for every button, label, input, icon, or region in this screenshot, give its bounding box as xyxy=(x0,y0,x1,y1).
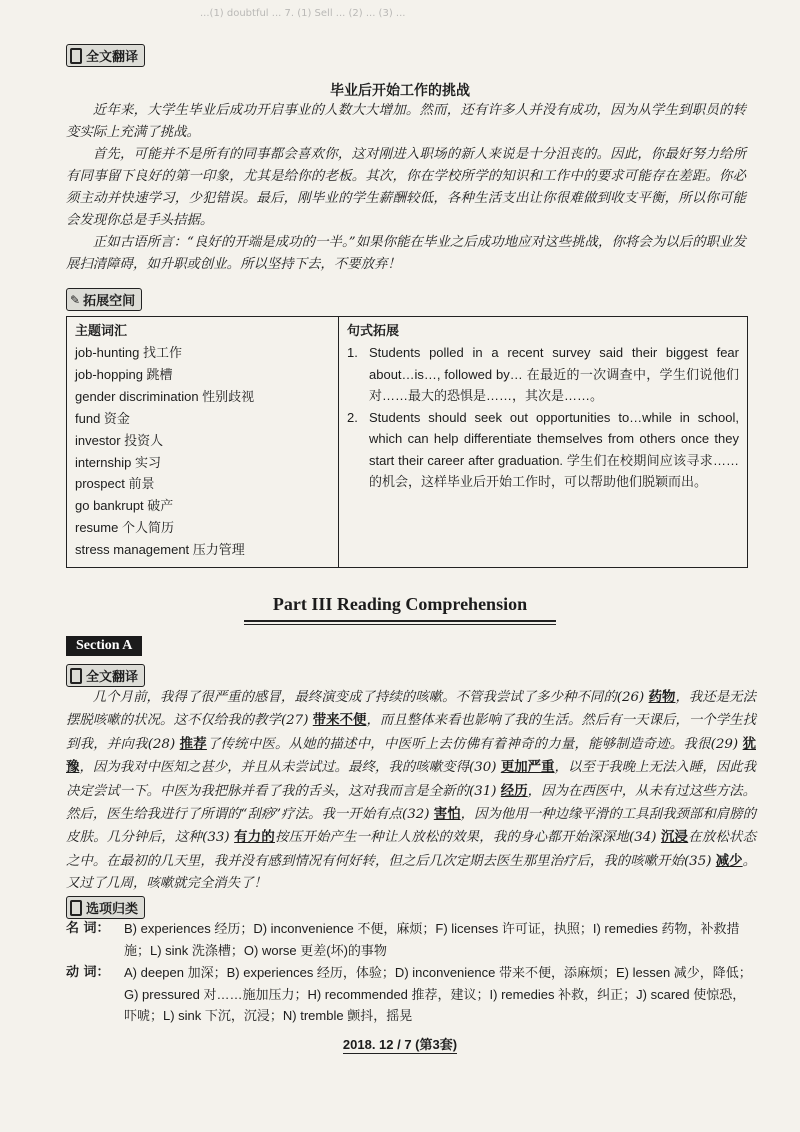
page-footer xyxy=(0,1034,800,1053)
part-rule xyxy=(244,620,556,622)
category-nouns xyxy=(66,918,756,961)
vocab-item: prospect 前景 xyxy=(75,476,155,492)
story-text: 了传统中医。从她的描述中，中医听上去仿佛有着神奇的力量，能够制造奇迹。我很(29) xyxy=(206,736,743,752)
paragraph-1: 近年来，大学生毕业后成功开启事业的人数大大增加。然而，还有许多人并没有成功，因为从学生到职员的转变实际上充满了挑战。 xyxy=(66,103,746,140)
sentence-list xyxy=(347,342,739,493)
category-text: A) deepen 加深；B) experiences 经历，体验；D) inconvenience 带来不便，添麻烦；E) lessen 减少，降低；G) pressured 对……施加压力；H) recommended 推荐，建议；I) remedies 补救，纠正；J) scared 使惊恐，吓唬；L) sink 下沉，沉浸；N) tremble 颤抖，摇晃 xyxy=(124,965,752,1023)
vocab-item: stress management 压力管理 xyxy=(75,542,245,558)
vocab-item: go bankrupt 破产 xyxy=(75,498,174,514)
sentence-column xyxy=(339,317,747,567)
story-text: 几个月前，我得了很严重的感冒，最终演变成了持续的咳嗽。不管我尝试了多少种不同的(26) xyxy=(92,690,649,705)
sentence-item xyxy=(347,407,739,493)
paragraph-3: 正如古语所言：“良好的开端是成功的一半。”如果你能在毕业之后成功地应对这些挑战，你将会为以后的职业发展扫清障碍，如升职或创业。所以坚持下去，不要放弃！ xyxy=(66,235,746,272)
tag-full-translation-2 xyxy=(66,664,145,687)
tag-options xyxy=(66,896,145,919)
story-text: ，因为在西医中，从未有过这些方法。然后，医生给我进行了所谓的“刮痧”疗法。我一开始有点(32) xyxy=(66,783,757,823)
category-text: B) experiences 经历；D) inconvenience 不便，麻烦；F) licenses 许可证，执照；I) remedies 药物，补救措施；L) sink 洗涤槽；O) worse 更差(坏)的事物 xyxy=(124,921,740,958)
vocab-item: resume 个人简历 xyxy=(75,520,174,536)
story-text: 。又过了几周，咳嗽就完全消失了！ xyxy=(66,853,756,892)
answer-word: 带来不便 xyxy=(312,712,367,729)
tag-full-translation xyxy=(66,44,145,67)
part-rule-thin xyxy=(244,624,556,625)
story-text: ，我还是无法摆脱咳嗽的状况。这不仅给我的教学(27) xyxy=(66,690,757,729)
vocab-item: internship 实习 xyxy=(75,454,161,470)
vocab-item: job-hunting 找工作 xyxy=(75,345,182,360)
vocab-list xyxy=(75,342,330,561)
story-text: ，以至于我晚上无法入睡，因此我决定尝试一下。中医为我把脉并看了我的舌头，这对我而言是全新的(31) xyxy=(66,760,757,799)
sentence-number: 1. xyxy=(347,345,358,360)
vocab-item: investor 投资人 xyxy=(75,432,164,448)
sentence-number: 2. xyxy=(347,409,358,425)
story-text: 在放松状态之中。在最初的几天里，我并没有感到情况有何好转，但之后几次定期去医生那里治疗后，我的咳嗽开始(35) xyxy=(66,830,757,869)
category-label: 名 词： xyxy=(66,921,110,936)
passage-title: 毕业后开始工作的挑战 xyxy=(330,83,470,99)
tag-label: 拓展空间 xyxy=(83,294,136,309)
bookmark-icon xyxy=(70,668,82,684)
story-text: 按压开始产生一种让人放松的效果，我的身心都开始深深地(34) xyxy=(274,830,661,846)
bookmark-icon xyxy=(70,48,82,64)
story-text: ，因为他用一种边缘平滑的工具刮我颈部和肩膀的皮肤。几分钟后，这种(33) xyxy=(66,807,757,846)
bookmark-icon xyxy=(70,900,82,916)
sentence-text: Students should seek out opportunities to…while in school, which can help differentiate themselves from others once they start their career after graduation. 学生们在校期间应该寻求……的机会，这样毕业后开始工作时，可以帮助他们脱颖而出。 xyxy=(369,409,739,489)
answer-word: 减少 xyxy=(715,852,743,869)
expansion-box xyxy=(66,316,748,568)
tag-label: 全文翻译 xyxy=(86,670,139,685)
answer-word: 药物 xyxy=(648,689,676,705)
category-verbs xyxy=(66,962,756,1027)
section-label: Section A xyxy=(66,636,142,656)
sentence-text: Students polled in a recent survey said their biggest fear about…is…, followed by… 在最近的一次调查中，学生们说他们对……最大的恐惧是……，其次是……。 xyxy=(369,345,739,403)
footer-date: 2018. 12 / 7 (第3套) xyxy=(342,1037,458,1052)
story-translation xyxy=(66,686,756,896)
category-label: 动 词： xyxy=(66,965,110,980)
tag-expansion xyxy=(66,288,142,311)
sentence-item xyxy=(347,342,739,407)
vocab-item: job-hopping 跳槽 xyxy=(75,366,173,382)
story-text: ，因为我对中医知之甚少，并且从未尝试过。最终，我的咳嗽变得(30) xyxy=(79,760,501,776)
answer-word: 更加严重 xyxy=(500,759,555,776)
tag-label: 选项归类 xyxy=(86,902,139,917)
answer-word: 推荐 xyxy=(179,735,207,752)
vocab-heading: 主题词汇 xyxy=(75,324,128,339)
pencil-icon: ✎ xyxy=(70,292,81,307)
sentence-heading: 句式拓展 xyxy=(347,324,400,339)
answer-word: 犹豫 xyxy=(66,735,756,776)
story-text: ，而且整体来看也影响了我的生活。然后有一天课后，一个学生找到我，并向我(28) xyxy=(66,713,757,752)
paragraph-2: 首先，可能并不是所有的同事都会喜欢你，这对刚进入职场的新人来说是十分沮丧的。因此，你最好努力给所有同事留下良好的第一印象，尤其是给你的老板。其次，你在学校所学的知识和工作中的要求可能存在差距。你必须主动并快速学习，少犯错误。最后，刚毕业的学生薪酬较低，各种生活支出让你很难做到收支平衡，所以你可能会发现你总是手头拮据。 xyxy=(66,147,746,228)
part-title: Part III Reading Comprehension xyxy=(272,594,528,614)
answer-word: 沉浸 xyxy=(660,829,689,846)
vocab-item: gender discrimination 性别歧视 xyxy=(75,388,255,404)
vocab-item: fund 资金 xyxy=(75,410,130,426)
faded-header-text: ...(1) doubtful ... 7. (1) Sell ... (2) ... (3) ... xyxy=(200,8,406,19)
answer-word: 害怕 xyxy=(433,806,461,823)
answer-word: 有力的 xyxy=(234,829,275,846)
tag-label: 全文翻译 xyxy=(86,50,139,65)
answer-word: 经历 xyxy=(500,782,528,799)
vocab-column xyxy=(67,317,339,567)
